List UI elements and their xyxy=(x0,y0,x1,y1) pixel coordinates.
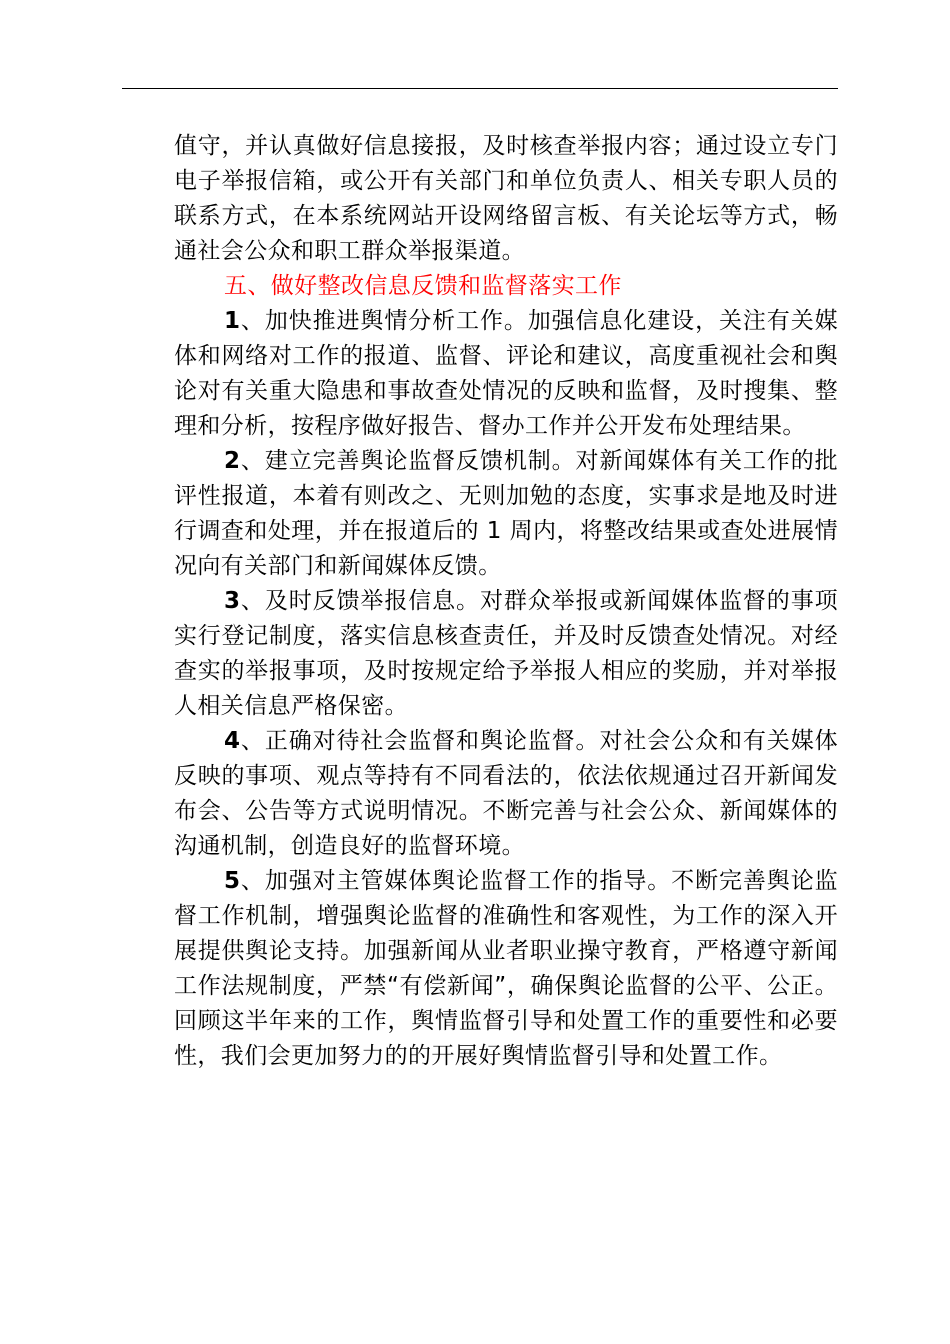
item-text: 、正确对待社会监督和舆论监督。对社会公众和有关媒体反映的事项、观点等持有不同看法的，依法依规通过召开新闻发布会、公告等方式说明情况。不断完善与社会公众、新闻媒体的沟通机制，创造良好的监督环境。 xyxy=(174,728,838,859)
item-text: 、加快推进舆情分析工作。加强信息化建设，关注有关媒体和网络对工作的报道、监督、评论和建议，高度重视社会和舆论对有关重大隐患和事故查处情况的反映和监督，及时搜集、整理和分析，按程序做好报告、督办工作并公开发布处理结果。 xyxy=(174,308,838,439)
item-number: 2 xyxy=(224,448,241,474)
list-item xyxy=(174,584,838,724)
header-rule xyxy=(122,88,838,89)
section-heading: 五、做好整改信息反馈和监督落实工作 xyxy=(224,273,622,299)
list-item xyxy=(174,724,838,864)
paragraph-continuation: 值守，并认真做好信息接报，及时核查举报内容；通过设立专门电子举报信箱，或公开有关部门和单位负责人、相关专职人员的联系方式，在本系统网站开设网络留言板、有关论坛等方式，畅通社会公众和职工群众举报渠道。 xyxy=(174,133,838,264)
list-item xyxy=(174,864,838,1074)
document-body xyxy=(174,129,838,1074)
item-number: 5 xyxy=(224,868,241,894)
item-number: 3 xyxy=(224,588,241,614)
item-number: 4 xyxy=(224,728,241,754)
item-text: 、加强对主管媒体舆论监督工作的指导。不断完善舆论监督工作机制，增强舆论监督的准确性和客观性，为工作的深入开展提供舆论支持。加强新闻从业者职业操守教育，严格遵守新闻工作法规制度，严禁“有偿新闻”，确保舆论监督的公平、公正。回顾这半年来的工作，舆情监督引导和处置工作的重要性和必要性，我们会更加努力的的开展好舆情监督引导和处置工作。 xyxy=(174,868,838,1069)
list-item xyxy=(174,304,838,444)
list-item xyxy=(174,444,838,584)
item-text: 、建立完善舆论监督反馈机制。对新闻媒体有关工作的批评性报道，本着有则改之、无则加勉的态度，实事求是地及时进行调查和处理，并在报道后的 1 周内，将整改结果或查处进展情况向有关部门和新闻媒体反馈。 xyxy=(174,448,838,579)
item-text: 、及时反馈举报信息。对群众举报或新闻媒体监督的事项实行登记制度，落实信息核查责任，并及时反馈查处情况。对经查实的举报事项，及时按规定给予举报人相应的奖励，并对举报人相关信息严格保密。 xyxy=(174,588,838,719)
item-number: 1 xyxy=(224,308,241,334)
